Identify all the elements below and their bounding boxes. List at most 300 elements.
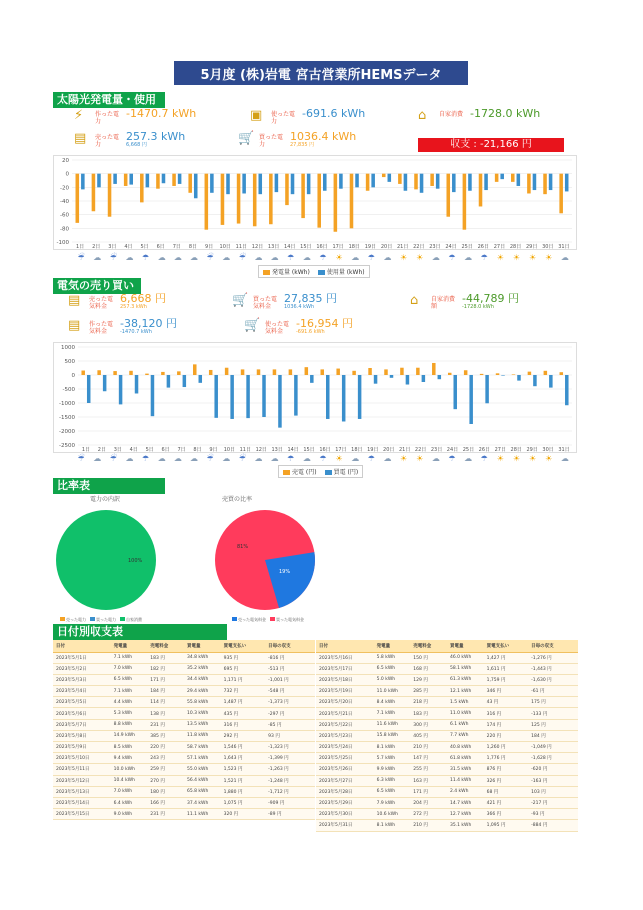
x-tick-label: 5日 — [145, 447, 154, 453]
x-tick-label: 30日 — [542, 447, 554, 453]
table-cell: -133 円 — [528, 708, 578, 719]
money-icon: ▤ — [68, 293, 81, 308]
table-cell: 6.4 kWh — [111, 797, 148, 808]
x-tick-label: 28日 — [509, 244, 522, 250]
kpi-label: 作った電力 — [95, 111, 120, 125]
table-cell: 11.1 kWh — [184, 809, 221, 820]
table-cell: 10.4 kWh — [111, 775, 148, 786]
bar — [97, 174, 101, 188]
table-cell: 147 円 — [410, 753, 447, 764]
table-cell: 732 円 — [221, 686, 266, 697]
column-header: 日付 — [316, 640, 374, 652]
kpi-label: 買った電気料金 — [253, 296, 278, 310]
column-header: 発電量 — [111, 640, 148, 652]
table-row — [316, 786, 578, 797]
kpi-values — [296, 318, 353, 335]
table-cell: 43 円 — [484, 697, 529, 708]
table-cell: 2023年5月10日 — [53, 753, 111, 764]
bar — [549, 375, 553, 388]
bar — [528, 372, 532, 375]
table-row — [316, 730, 578, 741]
table-cell: 2023年5月31日 — [316, 820, 374, 831]
bar — [366, 174, 370, 191]
legend-label: 売った電気料金 — [238, 617, 266, 622]
y-tick-label: -80 — [60, 226, 69, 233]
kpi-label: 自家消費 — [439, 111, 464, 118]
bar — [269, 174, 273, 225]
money-icon: ▤ — [74, 131, 87, 146]
weather-icon: ☀ — [528, 454, 537, 463]
kpi-value: 6,668 円 — [120, 292, 166, 305]
bar — [533, 375, 537, 386]
bar — [323, 174, 327, 191]
table-cell: -297 円 — [265, 708, 315, 719]
bar — [464, 370, 468, 375]
legend-item — [120, 617, 142, 623]
bar — [559, 174, 563, 214]
table-cell: 5.7 kWh — [374, 753, 411, 764]
kpi-value: -44,789 円 — [462, 292, 519, 305]
table-cell: 6.5 kWh — [111, 674, 148, 685]
kpi-values — [462, 293, 519, 310]
kpi-item — [232, 293, 337, 310]
money-icon: ▤ — [68, 318, 81, 333]
bar — [92, 174, 96, 212]
table-cell: 11.8 kWh — [184, 730, 221, 741]
bar — [188, 174, 192, 193]
bar — [210, 174, 214, 193]
section-daily-heading: 日付別収支表 — [53, 624, 227, 640]
table-cell: 366 円 — [484, 809, 529, 820]
weather-icon: ☀ — [512, 253, 521, 262]
table-cell: 150 円 — [410, 652, 447, 663]
bar — [140, 174, 144, 203]
weather-icon: ☂ — [141, 253, 150, 262]
bar — [484, 174, 488, 190]
x-tick-label: 27日 — [493, 244, 506, 250]
table-row — [53, 764, 315, 775]
x-tick-label: 31日 — [558, 447, 570, 453]
table-cell: 9.9 kWh — [374, 764, 411, 775]
table-cell: 171 円 — [410, 786, 447, 797]
bar — [495, 174, 499, 182]
table-cell: 6.5 kWh — [374, 663, 411, 674]
table-cell: -163 円 — [528, 775, 578, 786]
table-cell: 255 円 — [410, 764, 447, 775]
column-header: 売電料金 — [410, 640, 447, 652]
bar — [305, 367, 309, 375]
legend-label: 買った電力 — [96, 617, 116, 622]
bar — [500, 174, 504, 179]
x-tick-label: 25日 — [461, 244, 473, 250]
table-cell: 435 円 — [221, 708, 266, 719]
table-cell: -909 円 — [265, 797, 315, 808]
y-tick-label: 500 — [64, 359, 75, 365]
pie1-legend — [60, 617, 142, 623]
bar — [262, 375, 266, 417]
bar — [209, 370, 213, 375]
bar — [214, 375, 218, 418]
x-tick-label: 20日 — [383, 447, 395, 453]
x-tick-label: 21日 — [396, 244, 409, 250]
bar — [350, 174, 354, 229]
table-cell: 2023年5月30日 — [316, 809, 374, 820]
table-cell: 231 円 — [147, 809, 184, 820]
table-cell: 1,260 円 — [484, 742, 529, 753]
table-cell: 292 円 — [221, 730, 266, 741]
table-cell: 57.1 kWh — [184, 753, 221, 764]
table-cell: -93 円 — [528, 809, 578, 820]
table-cell: 29.4 kWh — [184, 686, 221, 697]
weather-icon: ☂ — [480, 454, 488, 463]
bar — [420, 174, 424, 193]
bar — [194, 174, 198, 199]
table-cell: 2023年5月6日 — [53, 708, 111, 719]
weather-icon: ☁ — [93, 253, 102, 262]
kpi-values — [126, 108, 196, 119]
x-tick-label: 18日 — [348, 244, 360, 250]
table-cell: 4.4 kWh — [111, 697, 148, 708]
legend-label: 買った電気料金 — [276, 617, 304, 622]
table-row — [53, 786, 315, 797]
x-tick-label: 8日 — [188, 244, 198, 250]
y-tick-label: -40 — [60, 199, 69, 205]
bar — [103, 375, 107, 391]
x-tick-label: 23日 — [430, 447, 443, 453]
table-cell: -1,443 円 — [528, 663, 578, 674]
bar — [400, 368, 404, 375]
table-row — [53, 730, 315, 741]
x-tick-label: 22日 — [414, 447, 427, 453]
kpi-value: -691.6 kWh — [302, 107, 366, 120]
table-row — [53, 674, 315, 685]
weather-icon: ☔ — [77, 253, 85, 262]
x-tick-label: 4日 — [129, 447, 138, 453]
bar — [339, 174, 343, 189]
table-cell: 695 円 — [221, 663, 266, 674]
table-row — [316, 797, 578, 808]
bar — [291, 174, 295, 194]
table-cell: 272 円 — [410, 809, 447, 820]
table-cell: -1,323 円 — [265, 742, 315, 753]
table-cell: 2023年5月27日 — [316, 775, 374, 786]
x-tick-label: 5日 — [140, 244, 149, 250]
kpi-value: -16,954 円 — [296, 317, 353, 330]
table-row — [53, 719, 315, 730]
table-cell: 405 円 — [410, 730, 447, 741]
x-tick-label: 29日 — [526, 447, 538, 453]
bar — [81, 174, 85, 190]
table-cell: -1,630 円 — [528, 674, 578, 685]
weather-icon: ☂ — [319, 454, 327, 463]
table-cell: 2023年5月11日 — [53, 764, 111, 775]
table-cell: 5.0 kWh — [374, 674, 411, 685]
weather-icon: ☁ — [431, 253, 440, 262]
bar — [374, 375, 378, 384]
table-row — [53, 708, 315, 719]
table-cell: 1,523 円 — [221, 764, 266, 775]
bar — [422, 375, 426, 382]
table-cell: 2023年5月16日 — [316, 652, 374, 663]
table-cell: -513 円 — [265, 663, 315, 674]
bar — [205, 174, 209, 230]
table-cell: 129 円 — [410, 674, 447, 685]
weather-icon: ☂ — [367, 454, 375, 463]
column-header: 買電量 — [447, 640, 484, 652]
table-cell: 935 円 — [221, 652, 266, 663]
table-cell: 1,075 円 — [221, 797, 266, 808]
x-tick-label: 24日 — [446, 447, 459, 453]
table-cell: 14.7 kWh — [447, 797, 484, 808]
cart-icon: 🛒 — [232, 293, 249, 308]
x-tick-label: 26日 — [478, 447, 491, 453]
bar — [237, 174, 241, 224]
table-cell: 2023年5月8日 — [53, 730, 111, 741]
x-tick-label: 19日 — [367, 447, 379, 453]
bar — [517, 174, 521, 186]
bar — [242, 174, 246, 194]
table-cell: 2023年5月20日 — [316, 697, 374, 708]
bar — [404, 174, 408, 191]
table-cell: 8.5 kWh — [111, 742, 148, 753]
column-header: 売電料金 — [147, 640, 184, 652]
kpi-values — [120, 293, 166, 310]
table-cell: 183 円 — [410, 708, 447, 719]
bar — [172, 174, 176, 186]
table-cell: 210 円 — [410, 742, 447, 753]
weather-icon: ☔ — [109, 253, 117, 262]
table-cell: 2023年5月1日 — [53, 652, 111, 663]
x-tick-label: 15日 — [300, 244, 312, 250]
table-row — [316, 809, 578, 820]
weather-icon: ☂ — [319, 253, 327, 262]
table-cell: 385 円 — [147, 730, 184, 741]
y-tick-label: 1000 — [61, 345, 75, 351]
kpi-label: 使った電力 — [271, 111, 296, 125]
bar — [453, 375, 457, 409]
bar — [289, 369, 293, 375]
x-tick-label: 11日 — [235, 244, 248, 250]
weather-icon: ☀ — [416, 454, 424, 463]
weather-icon: ☂ — [480, 253, 488, 262]
pie1-title: 電力の内訳 — [90, 496, 121, 503]
table-cell: 1,427 円 — [484, 652, 529, 663]
bar — [388, 174, 392, 182]
table-cell: 316 円 — [221, 719, 266, 730]
weather-icon: ☁ — [351, 454, 360, 463]
weather-icon: ☁ — [222, 253, 231, 262]
bar — [226, 174, 230, 194]
table-cell: 7.1 kWh — [111, 652, 148, 663]
table-row — [53, 663, 315, 674]
weather-icon: ☔ — [238, 454, 246, 463]
column-header: 買電支払い — [221, 640, 266, 652]
x-tick-label: 13日 — [271, 447, 283, 453]
weather-icon: ☁ — [157, 454, 166, 463]
column-header: 日毎の収支 — [528, 640, 578, 652]
table-cell: 2023年5月24日 — [316, 742, 374, 753]
x-tick-label: 11日 — [239, 447, 252, 453]
table-cell: 58.7 kWh — [184, 742, 221, 753]
weather-icon: ☁ — [254, 454, 263, 463]
table-cell: 2023年5月5日 — [53, 697, 111, 708]
kpi-item — [238, 131, 356, 148]
bar — [452, 174, 456, 192]
table-cell: 8.4 kWh — [374, 697, 411, 708]
legend-item — [263, 267, 310, 276]
legend-label: 買電 (円) — [333, 469, 359, 476]
table-cell: 204 円 — [410, 797, 447, 808]
kpi-sub: 1036.4 kWh — [284, 304, 315, 310]
weather-icon: ☁ — [173, 454, 182, 463]
table-cell: -884 円 — [528, 820, 578, 831]
table-cell: 2023年5月21日 — [316, 708, 374, 719]
bar — [438, 375, 442, 379]
table-cell: -548 円 — [265, 686, 315, 697]
pie-label: 19% — [279, 569, 291, 575]
weather-icon: ☁ — [125, 253, 134, 262]
table-cell: 6.5 kWh — [374, 786, 411, 797]
table-cell: 2023年5月9日 — [53, 742, 111, 753]
x-tick-label: 18日 — [351, 447, 363, 453]
bar — [129, 174, 133, 185]
table-row — [316, 652, 578, 663]
kpi-values — [290, 131, 356, 148]
x-tick-label: 4日 — [124, 244, 133, 250]
table-cell: -1,373 円 — [265, 697, 315, 708]
weather-icon: ☁ — [431, 454, 440, 463]
table-cell: 218 円 — [410, 697, 447, 708]
table-cell: 10.6 kWh — [374, 809, 411, 820]
table-cell: 5.8 kWh — [374, 652, 411, 663]
weather-icon: ☁ — [222, 454, 231, 463]
x-tick-label: 17日 — [332, 244, 344, 250]
x-tick-label: 14日 — [284, 244, 296, 250]
bar — [113, 174, 117, 184]
weather-icon: ☁ — [560, 454, 569, 463]
table-cell: 2023年5月2日 — [53, 663, 111, 674]
x-tick-label: 27日 — [494, 447, 506, 453]
table-cell: 171 円 — [147, 674, 184, 685]
bar — [193, 364, 197, 375]
bar — [326, 375, 330, 419]
kpi-values — [120, 318, 177, 335]
x-tick-label: 16日 — [316, 244, 328, 250]
bar — [241, 369, 245, 375]
legend-item — [232, 617, 266, 623]
weather-icon: ☂ — [367, 253, 375, 262]
table-cell: 1,611 円 — [484, 663, 529, 674]
bar — [511, 174, 515, 182]
table-cell: 58.1 kWh — [447, 663, 484, 674]
weather-icon: ☂ — [287, 454, 295, 463]
kpi-sub: 27,835 円 — [290, 142, 315, 148]
x-tick-label: 21日 — [398, 447, 411, 453]
bar — [355, 174, 359, 188]
table-cell: 2023年5月19日 — [316, 686, 374, 697]
table-header-row — [53, 640, 315, 652]
table-cell: 68 円 — [484, 786, 529, 797]
bar — [368, 368, 372, 375]
table-cell: 34.8 kWh — [184, 652, 221, 663]
bar — [273, 369, 277, 375]
table-cell: -1,248 円 — [265, 775, 315, 786]
table-cell: 34.4 kWh — [184, 674, 221, 685]
bar — [342, 375, 346, 421]
bar — [560, 372, 564, 375]
table-cell: 2023年5月12日 — [53, 775, 111, 786]
kpi-label: 自家消費額 — [431, 296, 456, 310]
bar — [352, 371, 356, 375]
table-header-row — [316, 640, 578, 652]
weather-icon: ☁ — [464, 253, 473, 262]
table-cell: 2023年5月13日 — [53, 786, 111, 797]
table-cell: 2023年5月14日 — [53, 797, 111, 808]
table-cell: 243 円 — [147, 753, 184, 764]
table-cell: 11.0 kWh — [447, 708, 484, 719]
table-cell: -1,628 円 — [528, 753, 578, 764]
bar — [294, 375, 298, 416]
x-tick-label: 9日 — [205, 244, 214, 250]
bar — [543, 174, 547, 194]
table-cell: 9.0 kWh — [111, 809, 148, 820]
weather-icon: ☀ — [335, 253, 343, 262]
x-tick-label: 7日 — [172, 244, 181, 250]
table-row — [53, 697, 315, 708]
weather-icon: ☀ — [528, 253, 537, 262]
weather-row-2 — [73, 454, 573, 463]
x-tick-label: 6日 — [161, 447, 170, 453]
table-cell: 2023年5月18日 — [316, 674, 374, 685]
table-cell: 61.8 kWh — [447, 753, 484, 764]
weather-icon: ☀ — [545, 253, 553, 262]
y-tick-label: 20 — [62, 158, 69, 164]
weather-icon: ☁ — [302, 253, 311, 262]
pie-label: 100% — [128, 558, 143, 564]
table-cell: 2023年5月28日 — [316, 786, 374, 797]
bar — [156, 174, 160, 189]
kpi-value: 257.3 kWh — [126, 130, 186, 143]
legend-label: 自家消費 — [126, 617, 142, 622]
kpi-sub: 257.3 kWh — [120, 304, 147, 310]
table-cell: 40.8 kWh — [447, 742, 484, 753]
meter-icon: ▣ — [250, 108, 263, 123]
table-cell: 46.0 kWh — [447, 652, 484, 663]
bar — [161, 372, 165, 375]
table-cell: 8.1 kWh — [374, 742, 411, 753]
table-cell: 174 円 — [484, 719, 529, 730]
legend-label: 売電 (円) — [292, 469, 317, 476]
bar — [278, 375, 282, 428]
x-tick-label: 13日 — [267, 244, 280, 250]
table-row — [316, 820, 578, 831]
section-solar-heading: 太陽光発電量・使用量 — [53, 92, 165, 108]
table-cell: 55.0 kWh — [184, 764, 221, 775]
weather-icon: ☂ — [287, 253, 295, 262]
page-title: 5月度 (株)岩電 宮古営業所HEMSデータ — [174, 61, 468, 85]
legend-item — [325, 467, 359, 476]
table-cell: -1,399 円 — [265, 753, 315, 764]
table-cell: -1,712 円 — [265, 786, 315, 797]
kpi-sub: 6,668 円 — [126, 142, 147, 148]
table-cell: -1,263 円 — [265, 764, 315, 775]
bar — [549, 174, 553, 190]
table-cell: 175 円 — [528, 697, 578, 708]
weather-icon: ☀ — [496, 253, 504, 262]
kpi-item — [244, 318, 353, 335]
column-header: 買電量 — [184, 640, 221, 652]
x-tick-label: 2日 — [92, 244, 101, 250]
